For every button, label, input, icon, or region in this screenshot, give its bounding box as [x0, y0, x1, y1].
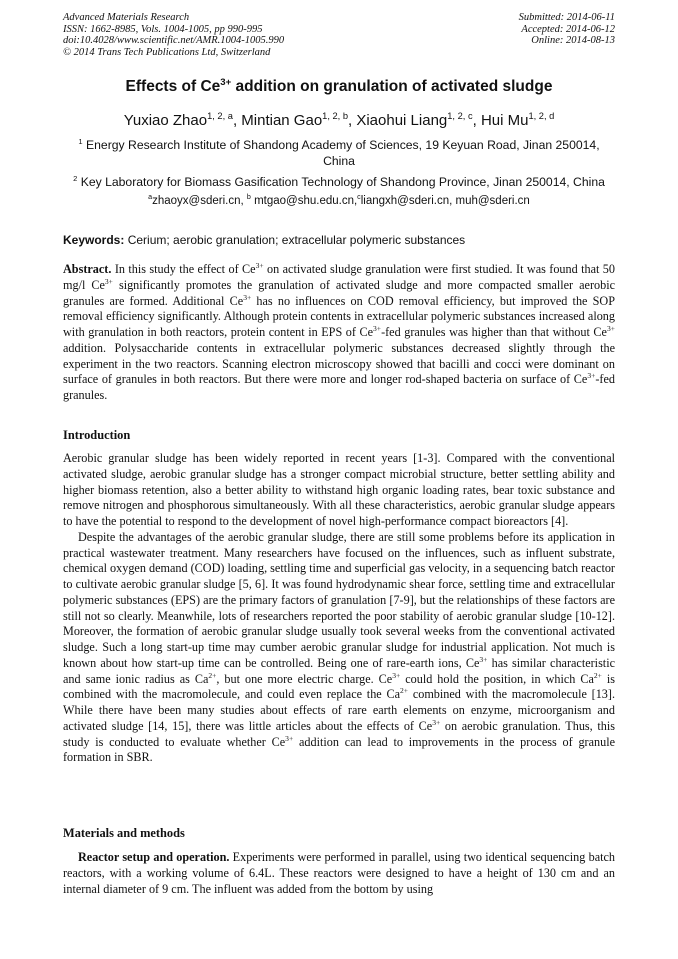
journal-header-left — [63, 12, 284, 58]
copyright-line: © 2014 Trans Tech Publications Ltd, Switzerland — [63, 46, 271, 58]
affiliation-1: $^1$ Energy Research Institute of Shandong Academy of Sciences, 19 Keyuan Road, Jinan 250014, China — [78, 136, 600, 168]
doi-line: doi:10.4028/www.scientific.net/AMR.1004-1005.990 — [63, 35, 285, 46]
journal-name: Advanced Materials Research — [63, 12, 190, 23]
paper-title: Effects of $Ce^{3+}$ addition on granulation of activated sludge — [125, 76, 553, 95]
issn-line: ISSN: 1662-8985, Vols. 1004-1005, pp 990-995 — [63, 23, 263, 35]
affiliation-2: $^2$ Key Laboratory for Biomass Gasification Technology of Shandong Province, Jinan 250014, China — [73, 173, 605, 189]
author-name: Yuxiao Zhao — [123, 112, 208, 129]
introduction-body — [63, 451, 615, 766]
online-date: Online: 2014-08-13 — [531, 35, 615, 46]
introduction-paragraph-2: Despite the advantages of the aerobic granular sludge, there are still some problems before its application in practical wastewater treatment. Many researchers have focused on the influences, such as influent substrate, chemical oxygen demand (COD) loading, settling time and superficial gas velocity, in a sequencing batch reactor to cultivate aerobic granular sludge [5, 6]. It was found hydrodynamic shear force, settling time and extracellular polymeric substances (EPS) are the primary factors of granulation [7-9], but the relationships of these factors are still not so clearly. Meanwhile, lots of researchers reported the poor stability of aerobic granular sludge [10-12]. Moreover, the formation of aerobic granular sludge usually took several weeks from the conventional activated sludge. Such a long start-up time may cumber aerobic granular sludge for industrial application. Not much is known about how start-up time can be controlled. Being one of rare-earth ions, $Ce^{3+}$ has similar characteristic and same ionic radius as $Ca^{2+}$, but one more electric charge. $Ce^{3+}$ could hold the position, in which $Ca^{2+}$ is combined with the macromolecule, and could even replace the $Ca^{2+}$ combined with the macromolecule [13]. While there have been many studies about effects of rare earth elements on enzyme, microorganism and activated sludge [14, 15], there was little articles about the effects of $Ce^{3+}$ on aerobic granulation. Thus, this study is conducted to evaluate whether $Ce^{3+}$ addition can lead to improvements in the process of granule formation in SBR. — [63, 529, 616, 765]
abstract-label: Abstract. — [63, 262, 112, 276]
author-name: Mintian Gao — [241, 112, 323, 129]
introduction-heading: Introduction — [63, 428, 131, 442]
email-line: $^a$zhaoyx@sderi.cn, $^b$ mtgao@shu.edu.cn,$^c$liangxh@sderi.cn, muh@sderi.cn — [148, 193, 530, 207]
methods-heading: Materials and methods — [63, 826, 185, 840]
author-name: Hui Mu — [480, 112, 529, 129]
methods-body: Reactor setup and operation. Experiments were performed in parallel, using two identical sequencing batch reactors, with a working volume of 6.4L. These reactors were designed to have a height of 130 cm and an internal diameter of 9 cm. The influent was added from the bottom by using — [63, 850, 615, 896]
introduction-paragraph-1: Aerobic granular sludge has been widely reported in recent years [1-3]. Compared with the conventional activated sludge, aerobic granular sludge has a stronger compact microbial structure, better settling ability and higher biomass retention, also a better ability to withstand high organic loading rates, bear toxic substance and remove nitrogen and phosphorous simultaneously. With all these characteristics, aerobic granular sludge appears to have the potential to respond to the development of novel high-performance compact bioreactors [4]. — [63, 451, 615, 528]
submitted-date: Submitted: 2014-06-11 — [518, 12, 615, 23]
author-name: Xiaohui Liang — [356, 112, 448, 129]
author-list: Yuxiao Zhao$^{1, 2, a}$, Mintian Gao$^{1, 2, b}$, Xiaohui Liang$^{1, 2, c}$, Hui Mu$^{1, 2, d}$ — [123, 111, 555, 129]
keywords-line: Keywords: Cerium; aerobic granulation; extracellular polymeric substances — [63, 233, 466, 247]
journal-header-right — [519, 12, 615, 47]
abstract-paragraph: Abstract. In this study the effect of $Ce^{3+}$ on activated sludge granulation were first studied. It was found that 50 mg/l $Ce^{3+}$ significantly promotes the granulation of activated sludge and more compacted smaller aerobic granules are formed. Additional $Ce^{3+}$ has no influences on COD removal efficiency, but improved the SOP removal efficiency significantly. Although protein contents in extracellular polymeric substances increased along with granulation in both reactors, protein content in EPS of $Ce^{3+}$-fed granules was higher than that without $Ce^{3+}$ addition. Polysaccharide contents in extracellular polymeric substances decreased slightly through the experiment in the two reactors. Scanning electron microscopy showed that bacilli and cocci were dominant on surface of granules in both reactors. But there were more and longer rod-shaped bacteria on surface of $Ce^{3+}$-fed granules. — [63, 260, 615, 402]
reactor-setup-label: Reactor setup and operation. — [78, 850, 230, 864]
accepted-date: Accepted: 2014-06-12 — [521, 23, 615, 35]
